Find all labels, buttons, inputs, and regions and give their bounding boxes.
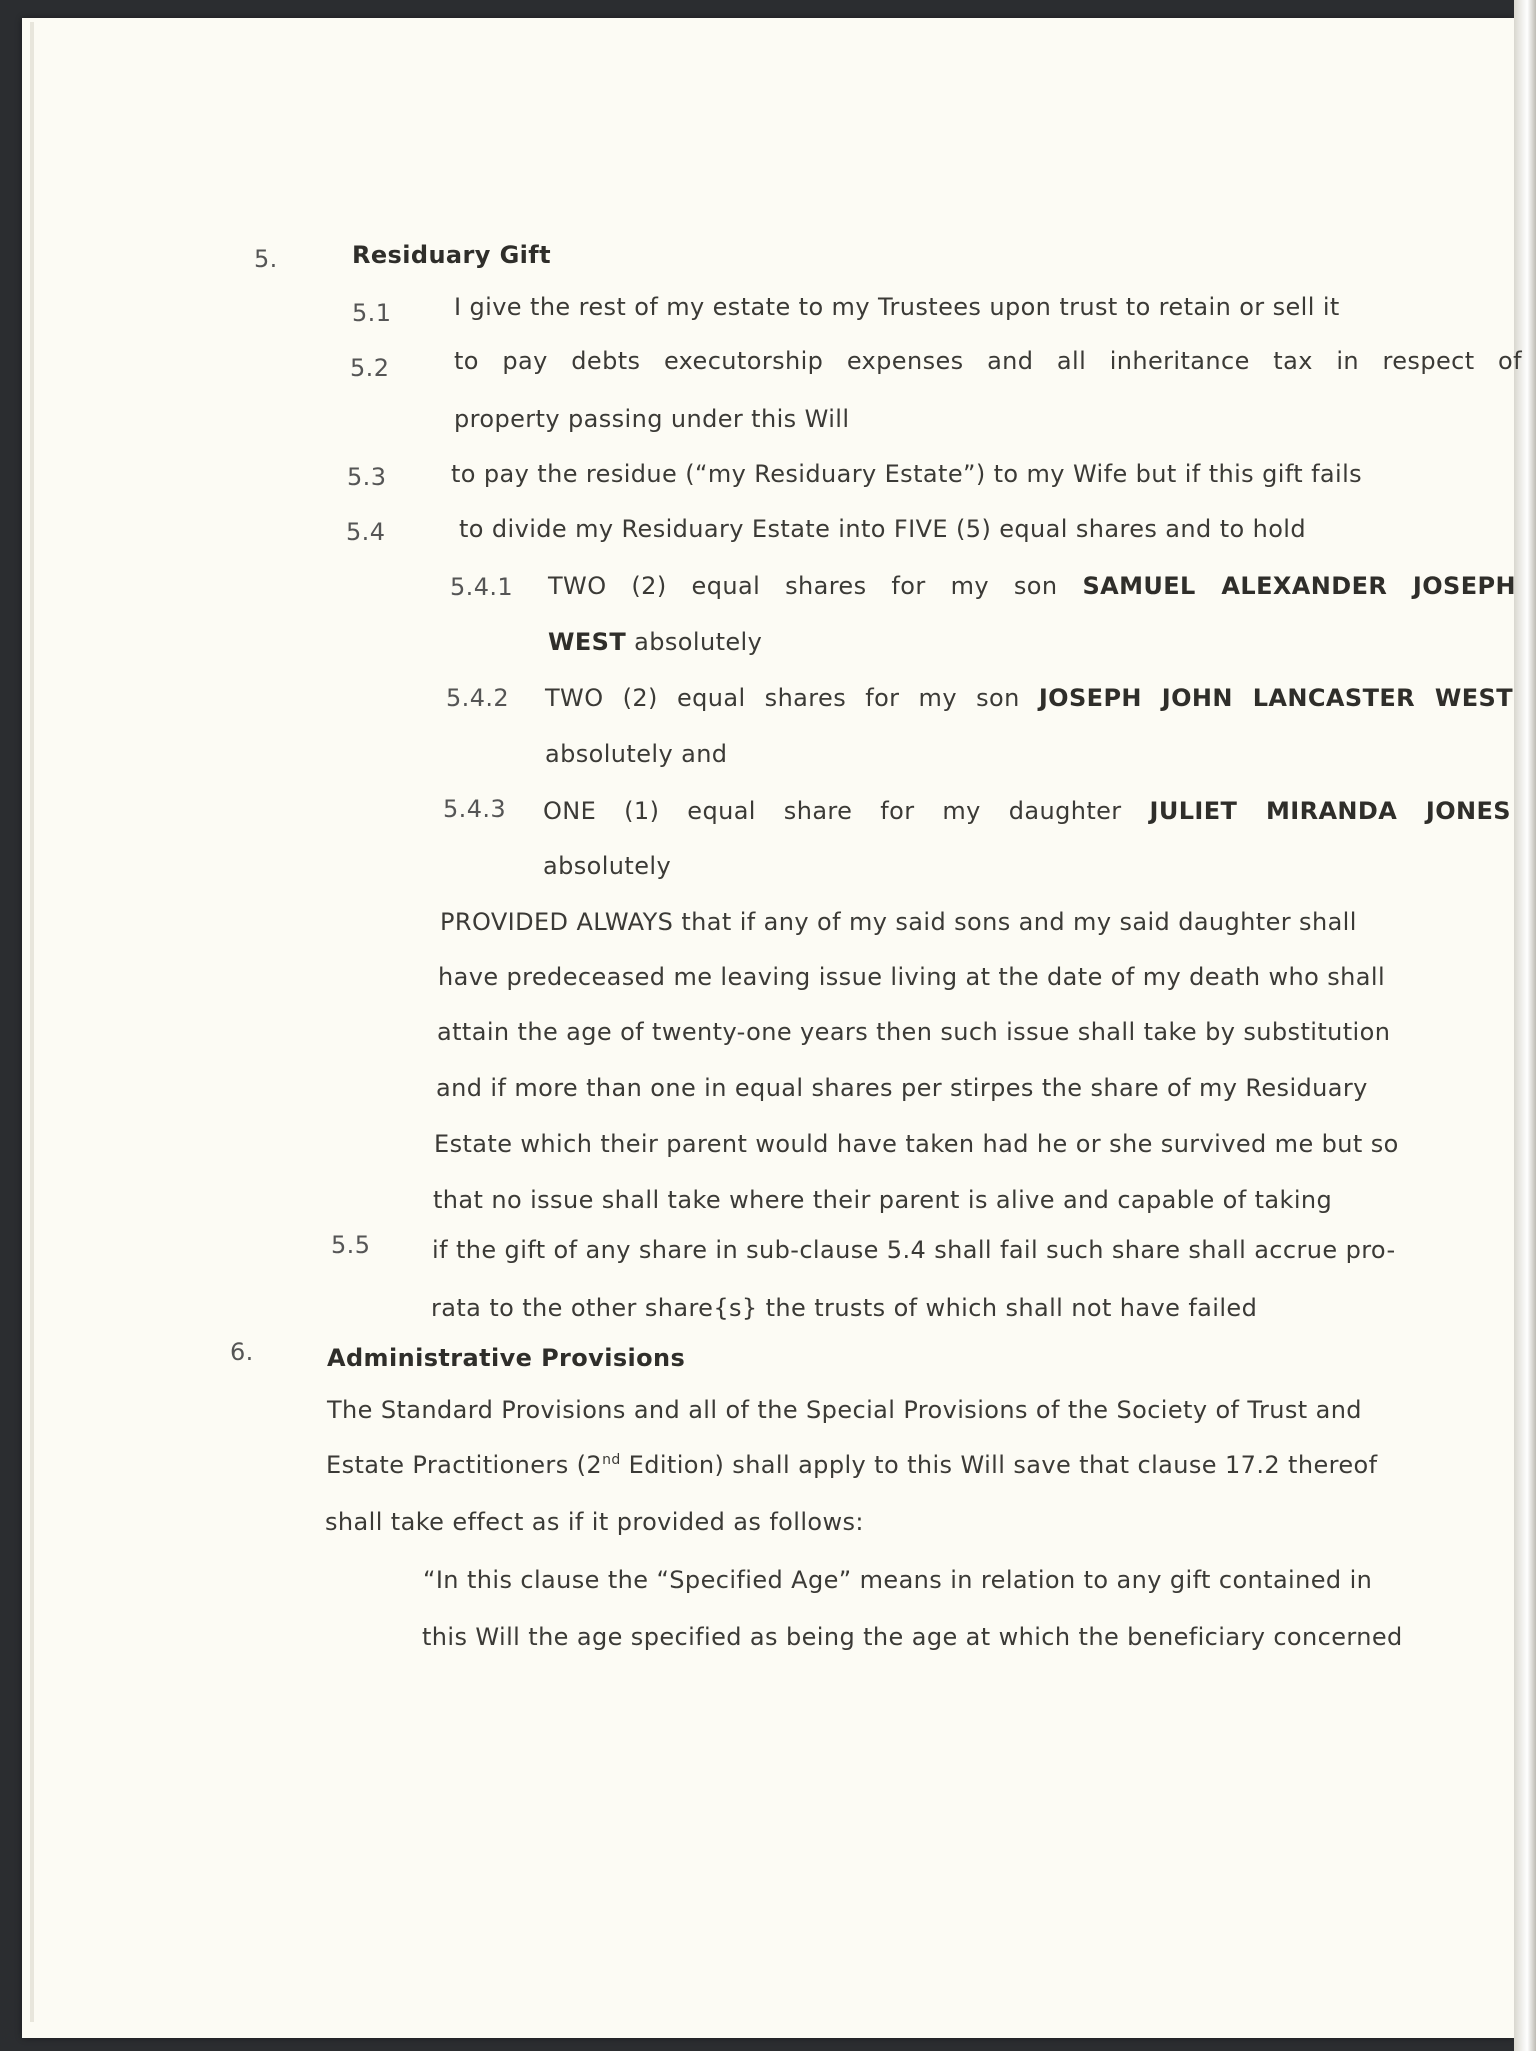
proviso-line: that no issue shall take where their parent is alive and capable of taking [433, 1186, 1333, 1214]
clause-5-4-3-number: 5.4.3 [443, 795, 507, 823]
clause-5-5-line2: rata to the other share{s} the trusts of which shall not have failed [431, 1294, 1258, 1322]
clause-6-heading: Administrative Provisions [327, 1344, 686, 1372]
clause-5-3-number: 5.3 [347, 463, 387, 491]
clause-5-4-3-line2: absolutely [543, 852, 672, 880]
beneficiary-name-west: WEST [548, 628, 627, 656]
clause-5-heading: Residuary Gift [352, 241, 552, 269]
clause-5-1-text: I give the rest of my estate to my Trustees upon trust to retain or sell it [454, 293, 1340, 321]
clause-5-5-line1: if the gift of any share in sub-clause 5.4 shall fail such share shall accrue pro- [432, 1236, 1396, 1264]
clause-5-2-number: 5.2 [350, 354, 390, 382]
clause-5-3-text: to pay the residue (“my Residuary Estate”) to my Wife but if this gift fails [451, 460, 1363, 488]
clause-5-4-1-line1: TWO (2) equal shares for my son SAMUEL ALEXANDER JOSEPH [548, 572, 1516, 600]
proviso-line: PROVIDED ALWAYS that if any of my said sons and my said daughter shall [440, 908, 1357, 936]
proviso-line: Estate which their parent would have taken had he or she survived me but so [434, 1130, 1399, 1158]
beneficiary-name-juliet: JULIET MIRANDA JONES [1149, 797, 1511, 825]
clause-6-paragraph-line3: shall take effect as if it provided as follows: [325, 1508, 864, 1536]
clause-5-2-line2: property passing under this Will [454, 405, 850, 433]
clause-6-quote-line2: this Will the age specified as being the age at which the beneficiary concerned [422, 1623, 1403, 1651]
beneficiary-name-joseph: JOSEPH JOHN LANCASTER WEST [1038, 684, 1513, 712]
clause-5-number: 5. [254, 245, 278, 273]
clause-6-paragraph-line1: The Standard Provisions and all of the Special Provisions of the Society of Trust and [327, 1396, 1362, 1424]
clause-5-4-1-line2: WEST absolutely [548, 628, 763, 656]
beneficiary-name-samuel: SAMUEL ALEXANDER JOSEPH [1082, 572, 1516, 600]
clause-5-4-number: 5.4 [346, 518, 386, 546]
proviso-line: attain the age of twenty-one years then such issue shall take by substitution [437, 1018, 1391, 1046]
clause-5-5-number: 5.5 [331, 1231, 371, 1259]
clause-5-4-1-number: 5.4.1 [450, 573, 514, 601]
page-edge [1514, 0, 1536, 2051]
clause-5-4-2-line1: TWO (2) equal shares for my son JOSEPH JOHN LANCASTER WEST [545, 684, 1513, 712]
clause-6-number: 6. [230, 1338, 254, 1366]
clause-5-4-2-number: 5.4.2 [446, 684, 510, 712]
proviso-line: and if more than one in equal shares per stirpes the share of my Residuary [436, 1074, 1368, 1102]
clause-5-2-line1: to pay debts executorship expenses and all inheritance tax in respect of [454, 347, 1522, 375]
proviso-line: have predeceased me leaving issue living at the date of my death who shall [438, 963, 1386, 991]
clause-5-1-number: 5.1 [352, 299, 392, 327]
clause-6-paragraph-line2: Estate Practitioners (2nd Edition) shall apply to this Will save that clause 17.2 thereof [326, 1451, 1378, 1479]
clause-5-4-3-line1: ONE (1) equal share for my daughter JULIET MIRANDA JONES [543, 797, 1511, 825]
clause-6-quote-line1: “In this clause the “Specified Age” means in relation to any gift contained in [423, 1566, 1373, 1594]
clause-5-4-2-line2: absolutely and [545, 740, 728, 768]
clause-5-4-text: to divide my Residuary Estate into FIVE (5) equal shares and to hold [459, 515, 1307, 543]
page-fold [30, 22, 34, 2022]
